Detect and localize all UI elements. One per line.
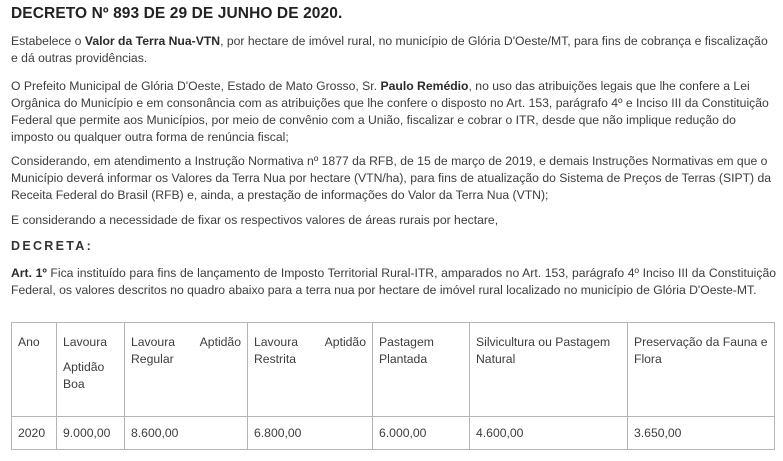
header-text: Aptidão	[63, 360, 105, 374]
cell-pastagem: 6.000,00	[373, 417, 470, 450]
intro-text: Estabelece o	[11, 34, 85, 48]
table-row	[12, 417, 775, 450]
cell-boa: 9.000,00	[57, 417, 125, 450]
header-text: Restrita	[254, 352, 296, 366]
article-label: Art. 1º	[11, 266, 47, 280]
considerando-paragraph: Considerando, em atendimento a Instrução Normativa nº 1877 da RFB, de 15 de março de 2019, e demais Instruções Normativas em que o Município deverá informar os Valores da Terra Nua por hectare (VTN/ha), para fins de atualização do Sistema de Preços de Terras (SIPT) da Receita Federal do Brasil (RFB) e, ainda, a prestação de informações do Valor da Terra Nua (VTN);	[11, 154, 772, 202]
header-lavoura-boa	[57, 323, 125, 417]
cell-silvicultura: 4.600,00	[470, 417, 628, 450]
decree-title: DECRETO Nº 893 DE 29 DE JUNHO DE 2020.	[11, 5, 343, 22]
prefeito-text-end: , no uso das atribuições legais que lhe confere a Lei Orgânica do Município e em consonância com as atribuições que lhe confere o disposto no Art. 153, parágrafo 4º e Inciso III da Constituição Federal que permite aos Municípios, por meio de convênio com a União, fiscalizar e cobrar o ITR, desde que não implique redução do imposto ou qualquer outra forma de renúncia fiscal;	[11, 79, 769, 144]
header-text: Aptidão	[324, 335, 366, 349]
article-text: Fica instituído para fins de lançamento de Imposto Territorial Rural-ITR, amparados no Art. 153, parágrafo 4º Inciso III da Constituição Federal, os valores descritos no quadro abaixo para a terra nua por hectare de imóvel rural localizado no município de Glória D'Oeste-MT.	[11, 266, 776, 297]
header-text: Boa	[63, 377, 85, 391]
prefeito-paragraph	[11, 78, 776, 146]
header-text: Regular	[131, 352, 174, 366]
cell-ano: 2020	[12, 417, 57, 450]
decreta-heading: DECRETA:	[11, 239, 94, 253]
header-pastagem: Pastagem Plantada	[373, 323, 470, 417]
header-lavoura-regular	[125, 323, 248, 417]
header-text: Lavoura	[131, 335, 176, 349]
cell-preservacao: 3.650,00	[628, 417, 775, 450]
header-ano: Ano	[12, 323, 57, 417]
header-preservacao: Preservação da Fauna e Flora	[628, 323, 775, 417]
cell-restrita: 6.800,00	[248, 417, 373, 450]
header-text: Aptidão	[199, 335, 241, 349]
prefeito-text: O Prefeito Municipal de Glória D'Oeste, Estado de Mato Grosso, Sr.	[11, 79, 381, 93]
vtn-table	[11, 322, 775, 450]
considerando2-paragraph: E considerando a necessidade de fixar os respectivos valores de áreas rurais por hectare,	[11, 213, 499, 227]
intro-text-end: , por hectare de imóvel rural, no município de Glória D'Oeste/MT, para fins de cobrança e fiscalização e dá outras providências.	[11, 34, 768, 65]
cell-regular: 8.600,00	[125, 417, 248, 450]
article-paragraph	[11, 265, 776, 299]
intro-paragraph	[11, 33, 776, 67]
header-lavoura-restrita	[248, 323, 373, 417]
intro-bold: Valor da Terra Nua-VTN	[84, 34, 221, 48]
header-silvicultura: Silvicultura ou Pastagem Natural	[470, 323, 628, 417]
prefeito-name: Paulo Remédio	[380, 79, 469, 93]
header-text: Lavoura	[63, 335, 108, 349]
header-text: Lavoura	[254, 335, 299, 349]
table-header-row	[12, 323, 775, 417]
